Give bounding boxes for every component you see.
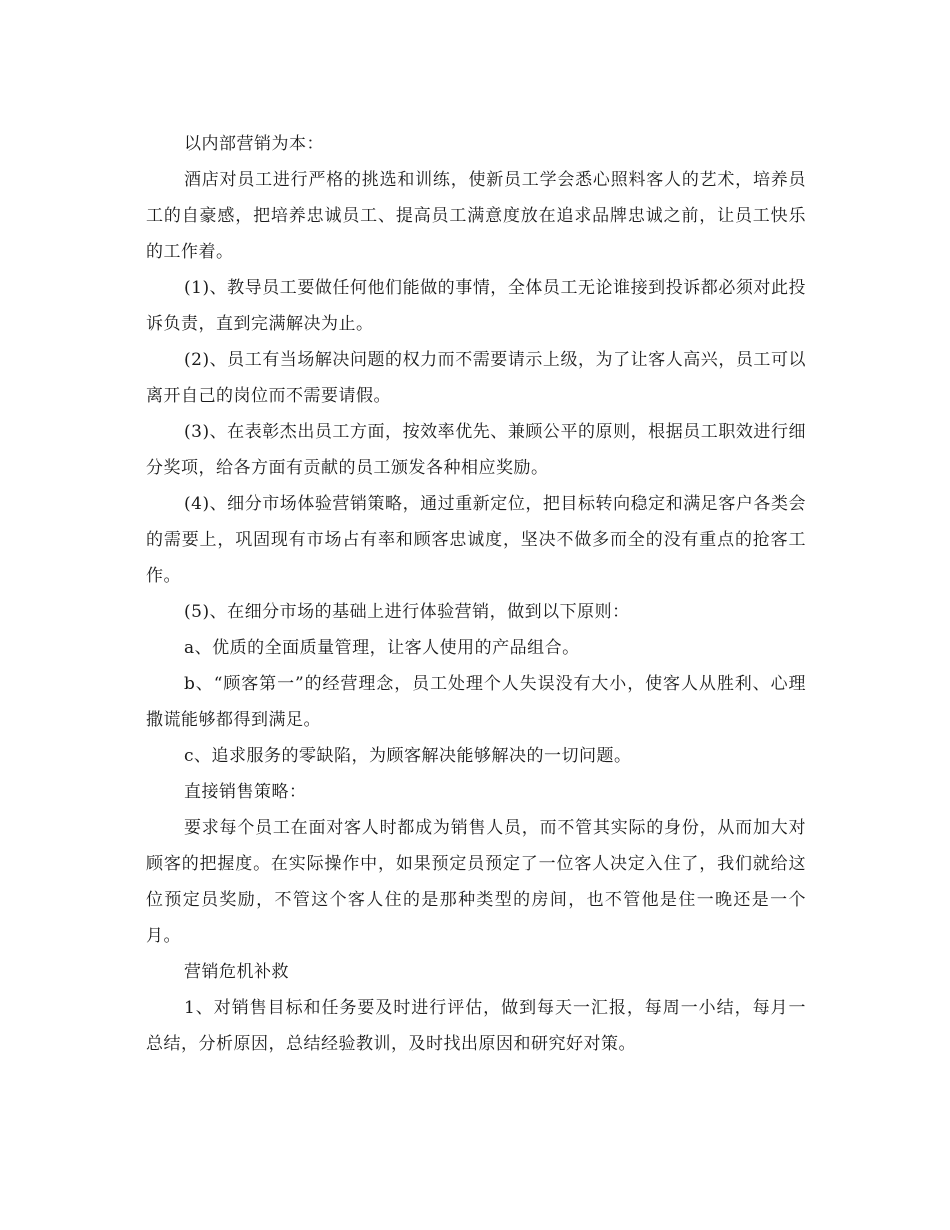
paragraph-item-4: (4)、细分市场体验营销策略，通过重新定位，把目标转向稳定和满足客户各类会的需要上，巩固现有市场占有率和顾客忠诚度，坚决不做多而全的没有重点的抢客工作。 [146, 494, 806, 586]
paragraph-staff-training: 酒店对员工进行严格的挑选和训练，使新员工学会悉心照料客人的艺术，培养员工的自豪感，把培养忠诚员工、提高员工满意度放在追求品牌忠诚之前，让员工快乐的工作着。 [146, 170, 806, 262]
paragraph-item-5: (5)、在细分市场的基础上进行体验营销，做到以下原则： [184, 602, 630, 622]
paragraph-direct-sales-body: 要求每个员工在面对客人时都成为销售人员，而不管其实际的身份，从而加大对顾客的把握度。在实际操作中，如果预定员预定了一位客人决定入住了，我们就给这位预定员奖励，不管这个客人住的是那种类型的房间，也不管他是住一晚还是一个月。 [146, 818, 806, 946]
paragraph-crisis-heading: 营销危机补救 [184, 962, 289, 982]
paragraph-internal-marketing-heading: 以内部营销为本： [184, 134, 324, 154]
paragraph-direct-sales-heading: 直接销售策略： [184, 782, 307, 802]
paragraph-item-c: c、追求服务的零缺陷，为顾客解决能够解决的一切问题。 [184, 746, 632, 766]
paragraph-item-b: b、“顾客第一”的经营理念，员工处理个人失误没有大小，使客人从胜利、心理撒谎能够都得到满足。 [146, 674, 806, 730]
paragraph-item-a: a、优质的全面质量管理，让客人使用的产品组合。 [184, 638, 580, 658]
paragraph-crisis-item-1: 1、对销售目标和任务要及时进行评估，做到每天一汇报，每周一小结，每月一总结，分析原因，总结经验教训，及时找出原因和研究好对策。 [146, 998, 806, 1054]
paragraph-item-3: (3)、在表彰杰出员工方面，按效率优先、兼顾公平的原则，根据员工职效进行细分奖项，给各方面有贡献的员工颁发各种相应奖励。 [146, 422, 806, 478]
paragraph-item-1: (1)、教导员工要做任何他们能做的事情，全体员工无论谁接到投诉都必须对此投诉负责，直到完满解决为止。 [146, 278, 806, 334]
document-body [146, 126, 806, 1062]
paragraph-item-2: (2)、员工有当场解决问题的权力而不需要请示上级，为了让客人高兴，员工可以离开自己的岗位而不需要请假。 [146, 350, 806, 406]
